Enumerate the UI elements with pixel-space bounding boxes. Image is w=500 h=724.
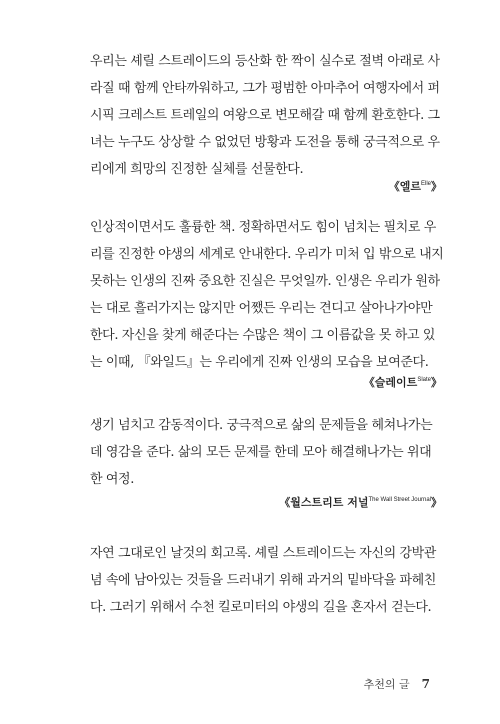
text-line: 시픽 크레스트 트레일의 여왕으로 변모해갈 때 함께 환호한다. 그 xyxy=(90,108,440,123)
text-line: 생기 넘치고 감동적이다. 궁극적으로 삶의 문제들을 헤쳐나가는 xyxy=(90,418,433,433)
text-line: 한다. 자신을 찾게 해준다는 수많은 책이 그 이름값을 못 하고 있 xyxy=(90,328,436,343)
review-source-wsj: 《월스트리트 저널$^{The Wall Street Journal}$》 xyxy=(279,496,442,509)
text-line: 한 여정. xyxy=(90,472,134,487)
text-line: 인상적이면서도 훌륭한 책. 정확하면서도 힘이 넘치는 필치로 우 xyxy=(90,220,436,235)
review-paragraph-elle xyxy=(90,48,440,183)
text-line: 우리는 셰릴 스트레이드의 등산화 한 짝이 실수로 절벽 아래로 사 xyxy=(90,54,440,69)
review-source-slate: 《슬레이트$^{Slate}$》 xyxy=(363,376,442,389)
text-line: 데 영감을 준다. 삶의 모든 문제를 한데 모아 해결해나가는 위대 xyxy=(90,445,432,460)
review-paragraph-wsj xyxy=(90,412,433,493)
review-source-elle: 《엘르$^{Elle}$》 xyxy=(388,180,442,193)
section-title: 추천의 글 xyxy=(363,678,410,691)
text-line: 리에게 희망의 진정한 실체를 선물한다. xyxy=(90,162,304,177)
text-line: 라질 때 함께 안타까워하고, 그가 평범한 아마추어 여행자에서 퍼 xyxy=(90,81,440,96)
text-line: 다. 그러기 위해서 수천 킬로미터의 야생의 길을 혼자서 걷는다. xyxy=(90,600,432,615)
text-line: 못하는 인생의 진짜 중요한 진실은 무엇일까. 인생은 우리가 원하 xyxy=(90,274,440,289)
text-line: 는 이때, 『와일드』는 우리에게 진짜 인생의 모습을 보여준다. xyxy=(90,355,429,370)
review-paragraph-slate xyxy=(90,214,444,376)
text-line: 념 속에 남아있는 것들을 드러내기 위해 과거의 밑바닥을 파헤친 xyxy=(90,573,436,588)
text-line: 녀는 누구도 상상할 수 없었던 방황과 도전을 통해 궁극적으로 우 xyxy=(90,135,440,150)
review-paragraph-memoir xyxy=(90,540,436,621)
page-number: 7 xyxy=(421,677,430,691)
text-line: 리를 진정한 야생의 세계로 안내한다. 우리가 미처 입 밖으로 내지 xyxy=(90,247,444,262)
text-line: 자연 그대로인 날것의 회고록. 셰릴 스트레이드는 자신의 강박관 xyxy=(90,546,436,561)
text-line: 는 대로 흘러가지는 않지만 어쨌든 우리는 견디고 살아나가야만 xyxy=(90,301,433,316)
page-footer xyxy=(364,676,430,692)
